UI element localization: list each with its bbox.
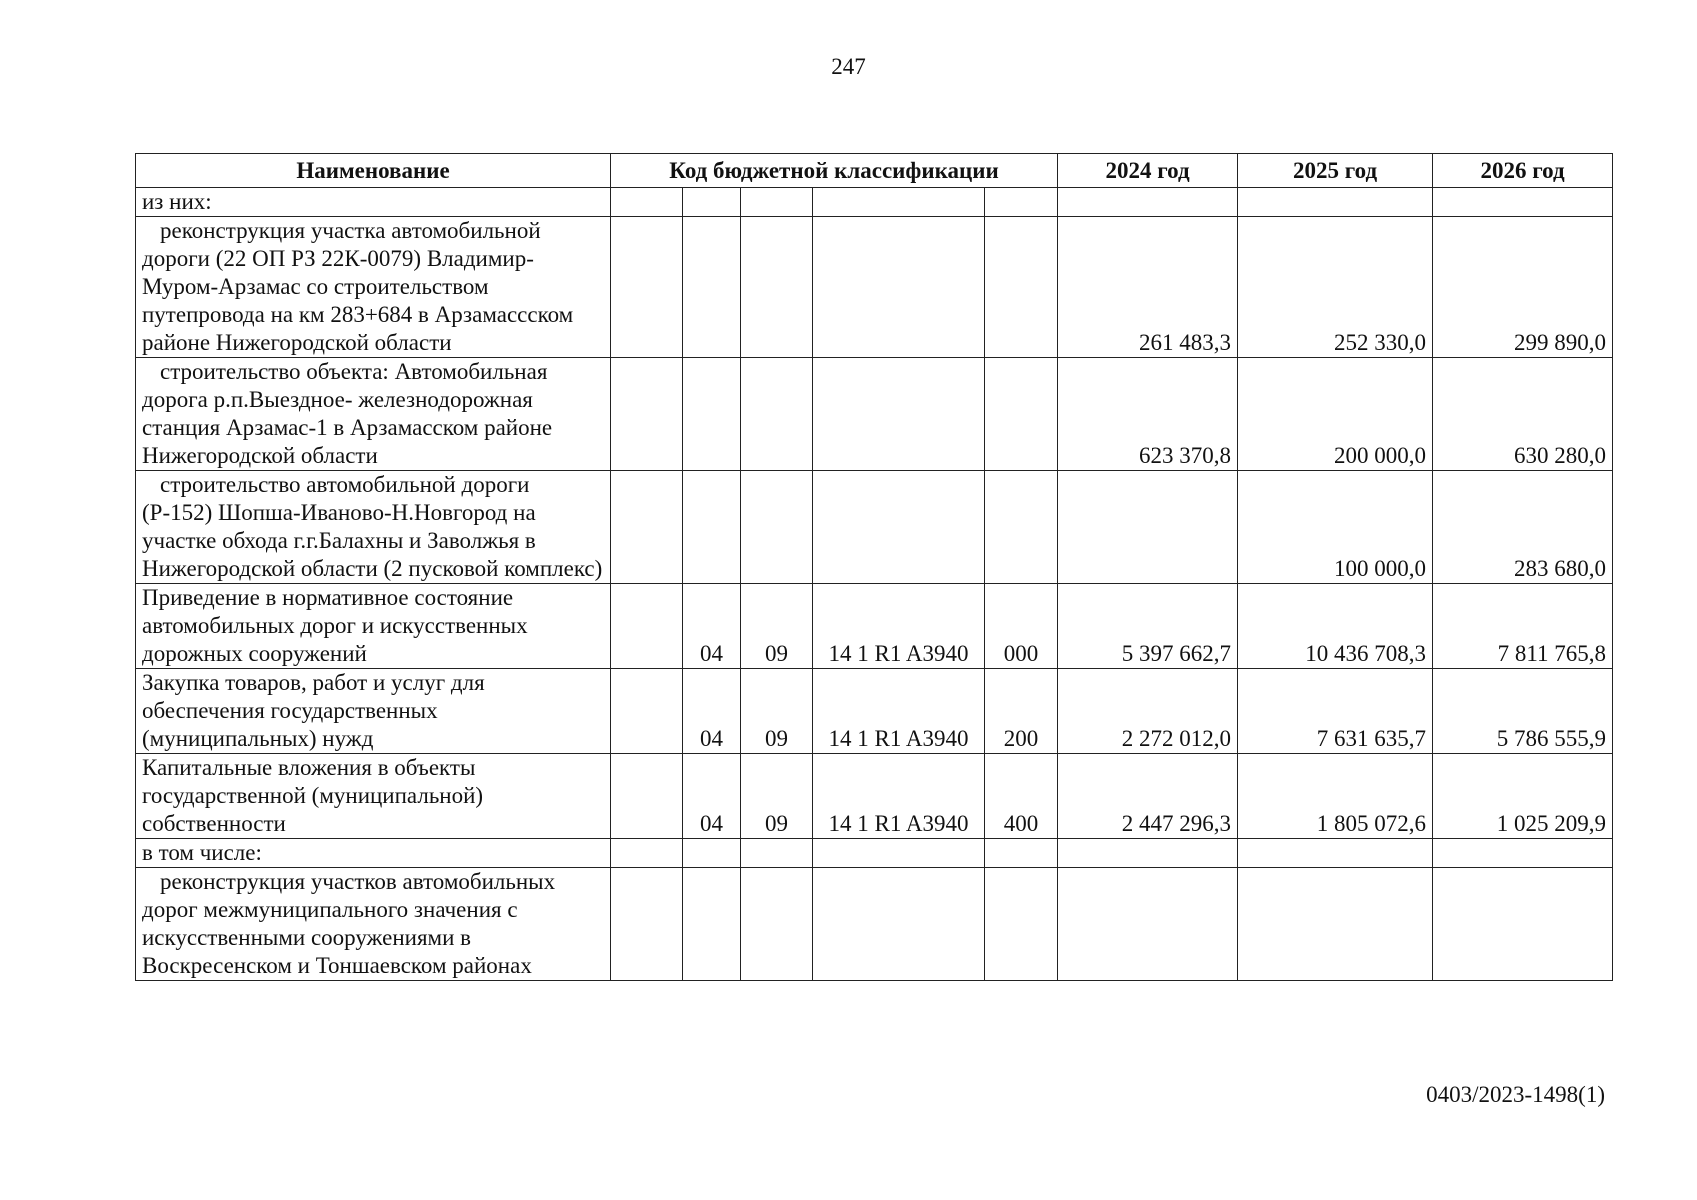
row-value-2025: 200 000,0 [1238,358,1433,471]
row-target-article [813,188,985,217]
row-value-2026: 5 786 555,9 [1433,669,1613,754]
row-name: строительство объекта: Автомобильная дорога р.п.Выездное- железнодорожная станция Арзамас-1 в Арзамасском районе Нижегородской области [136,358,611,471]
row-section [611,669,683,754]
row-name: Капитальные вложения в объекты государственной (муниципальной) собственности [136,754,611,839]
row-value-2024: 5 397 662,7 [1058,584,1238,669]
row-subsection-code: 09 [741,754,813,839]
row-value-2024 [1058,839,1238,868]
row-name: в том числе: [136,839,611,868]
row-subsection-code [741,868,813,981]
row-subsection: 04 [683,754,741,839]
row-value-2024: 623 370,8 [1058,358,1238,471]
header-2026: 2026 год [1433,154,1613,188]
row-target-article [813,217,985,358]
row-name: Приведение в нормативное состояние автомобильных дорог и искусственных дорожных сооружений [136,584,611,669]
row-name: из них: [136,188,611,217]
row-value-2026 [1433,839,1613,868]
row-value-2025 [1238,839,1433,868]
header-code: Код бюджетной классификации [611,154,1058,188]
row-value-2024: 2 272 012,0 [1058,669,1238,754]
table-row [136,754,1613,839]
row-value-2024 [1058,471,1238,584]
row-value-2024: 261 483,3 [1058,217,1238,358]
table-row [136,868,1613,981]
row-section [611,217,683,358]
row-expense-type [985,358,1058,471]
row-value-2025: 1 805 072,6 [1238,754,1433,839]
table-row [136,584,1613,669]
row-value-2026: 299 890,0 [1433,217,1613,358]
row-subsection [683,188,741,217]
row-target-article [813,471,985,584]
row-target-article: 14 1 R1 A3940 [813,669,985,754]
row-value-2025: 10 436 708,3 [1238,584,1433,669]
row-value-2025: 252 330,0 [1238,217,1433,358]
row-section [611,358,683,471]
header-2024: 2024 год [1058,154,1238,188]
table-row [136,217,1613,358]
row-subsection-code [741,358,813,471]
row-name: реконструкция участка автомобильной дороги (22 ОП РЗ 22К-0079) Владимир-Муром-Арзамас со строительством путепровода на км 283+684 в Арзамассском районе Нижегородской области [136,217,611,358]
row-section [611,839,683,868]
table-header-row [136,154,1613,188]
row-subsection [683,217,741,358]
table-row [136,669,1613,754]
row-expense-type: 400 [985,754,1058,839]
row-subsection [683,839,741,868]
row-expense-type [985,188,1058,217]
row-target-article [813,839,985,868]
row-target-article: 14 1 R1 A3940 [813,584,985,669]
row-value-2026: 630 280,0 [1433,358,1613,471]
row-subsection-code [741,188,813,217]
row-value-2026: 283 680,0 [1433,471,1613,584]
row-section [611,584,683,669]
row-subsection-code [741,471,813,584]
row-subsection [683,868,741,981]
row-value-2025 [1238,868,1433,981]
row-value-2025 [1238,188,1433,217]
row-expense-type [985,471,1058,584]
row-subsection-code [741,217,813,358]
row-name: строительство автомобильной дороги (Р-152) Шопша-Иваново-Н.Новгород на участке обхода г.г.Балахны и Заволжья в Нижегородской области (2 пусковой комплекс) [136,471,611,584]
row-target-article [813,868,985,981]
row-name: Закупка товаров, работ и услуг для обеспечения государственных (муниципальных) нужд [136,669,611,754]
row-value-2026 [1433,188,1613,217]
row-target-article: 14 1 R1 A3940 [813,754,985,839]
row-expense-type [985,868,1058,981]
row-section [611,471,683,584]
header-name: Наименование [136,154,611,188]
row-subsection-code: 09 [741,584,813,669]
row-expense-type [985,217,1058,358]
header-2025: 2025 год [1238,154,1433,188]
table-row [136,839,1613,868]
row-expense-type: 000 [985,584,1058,669]
row-name: реконструкция участков автомобильных дорог межмуниципального значения с искусственными сооружениями в Воскресенском и Тоншаевском районах [136,868,611,981]
row-subsection [683,358,741,471]
row-subsection [683,471,741,584]
row-subsection-code: 09 [741,669,813,754]
row-subsection-code [741,839,813,868]
row-section [611,754,683,839]
page-number: 247 [831,54,866,79]
row-value-2025: 7 631 635,7 [1238,669,1433,754]
row-section [611,188,683,217]
row-target-article [813,358,985,471]
row-value-2025: 100 000,0 [1238,471,1433,584]
table-row [136,188,1613,217]
row-value-2024: 2 447 296,3 [1058,754,1238,839]
row-value-2026: 1 025 209,9 [1433,754,1613,839]
row-value-2026: 7 811 765,8 [1433,584,1613,669]
table-row [136,358,1613,471]
row-value-2024 [1058,868,1238,981]
table-row [136,471,1613,584]
row-expense-type: 200 [985,669,1058,754]
row-section [611,868,683,981]
document-id: 0403/2023-1498(1) [1426,1082,1605,1107]
row-value-2024 [1058,188,1238,217]
row-value-2026 [1433,868,1613,981]
row-subsection: 04 [683,584,741,669]
row-expense-type [985,839,1058,868]
row-subsection: 04 [683,669,741,754]
budget-table [135,153,1613,981]
